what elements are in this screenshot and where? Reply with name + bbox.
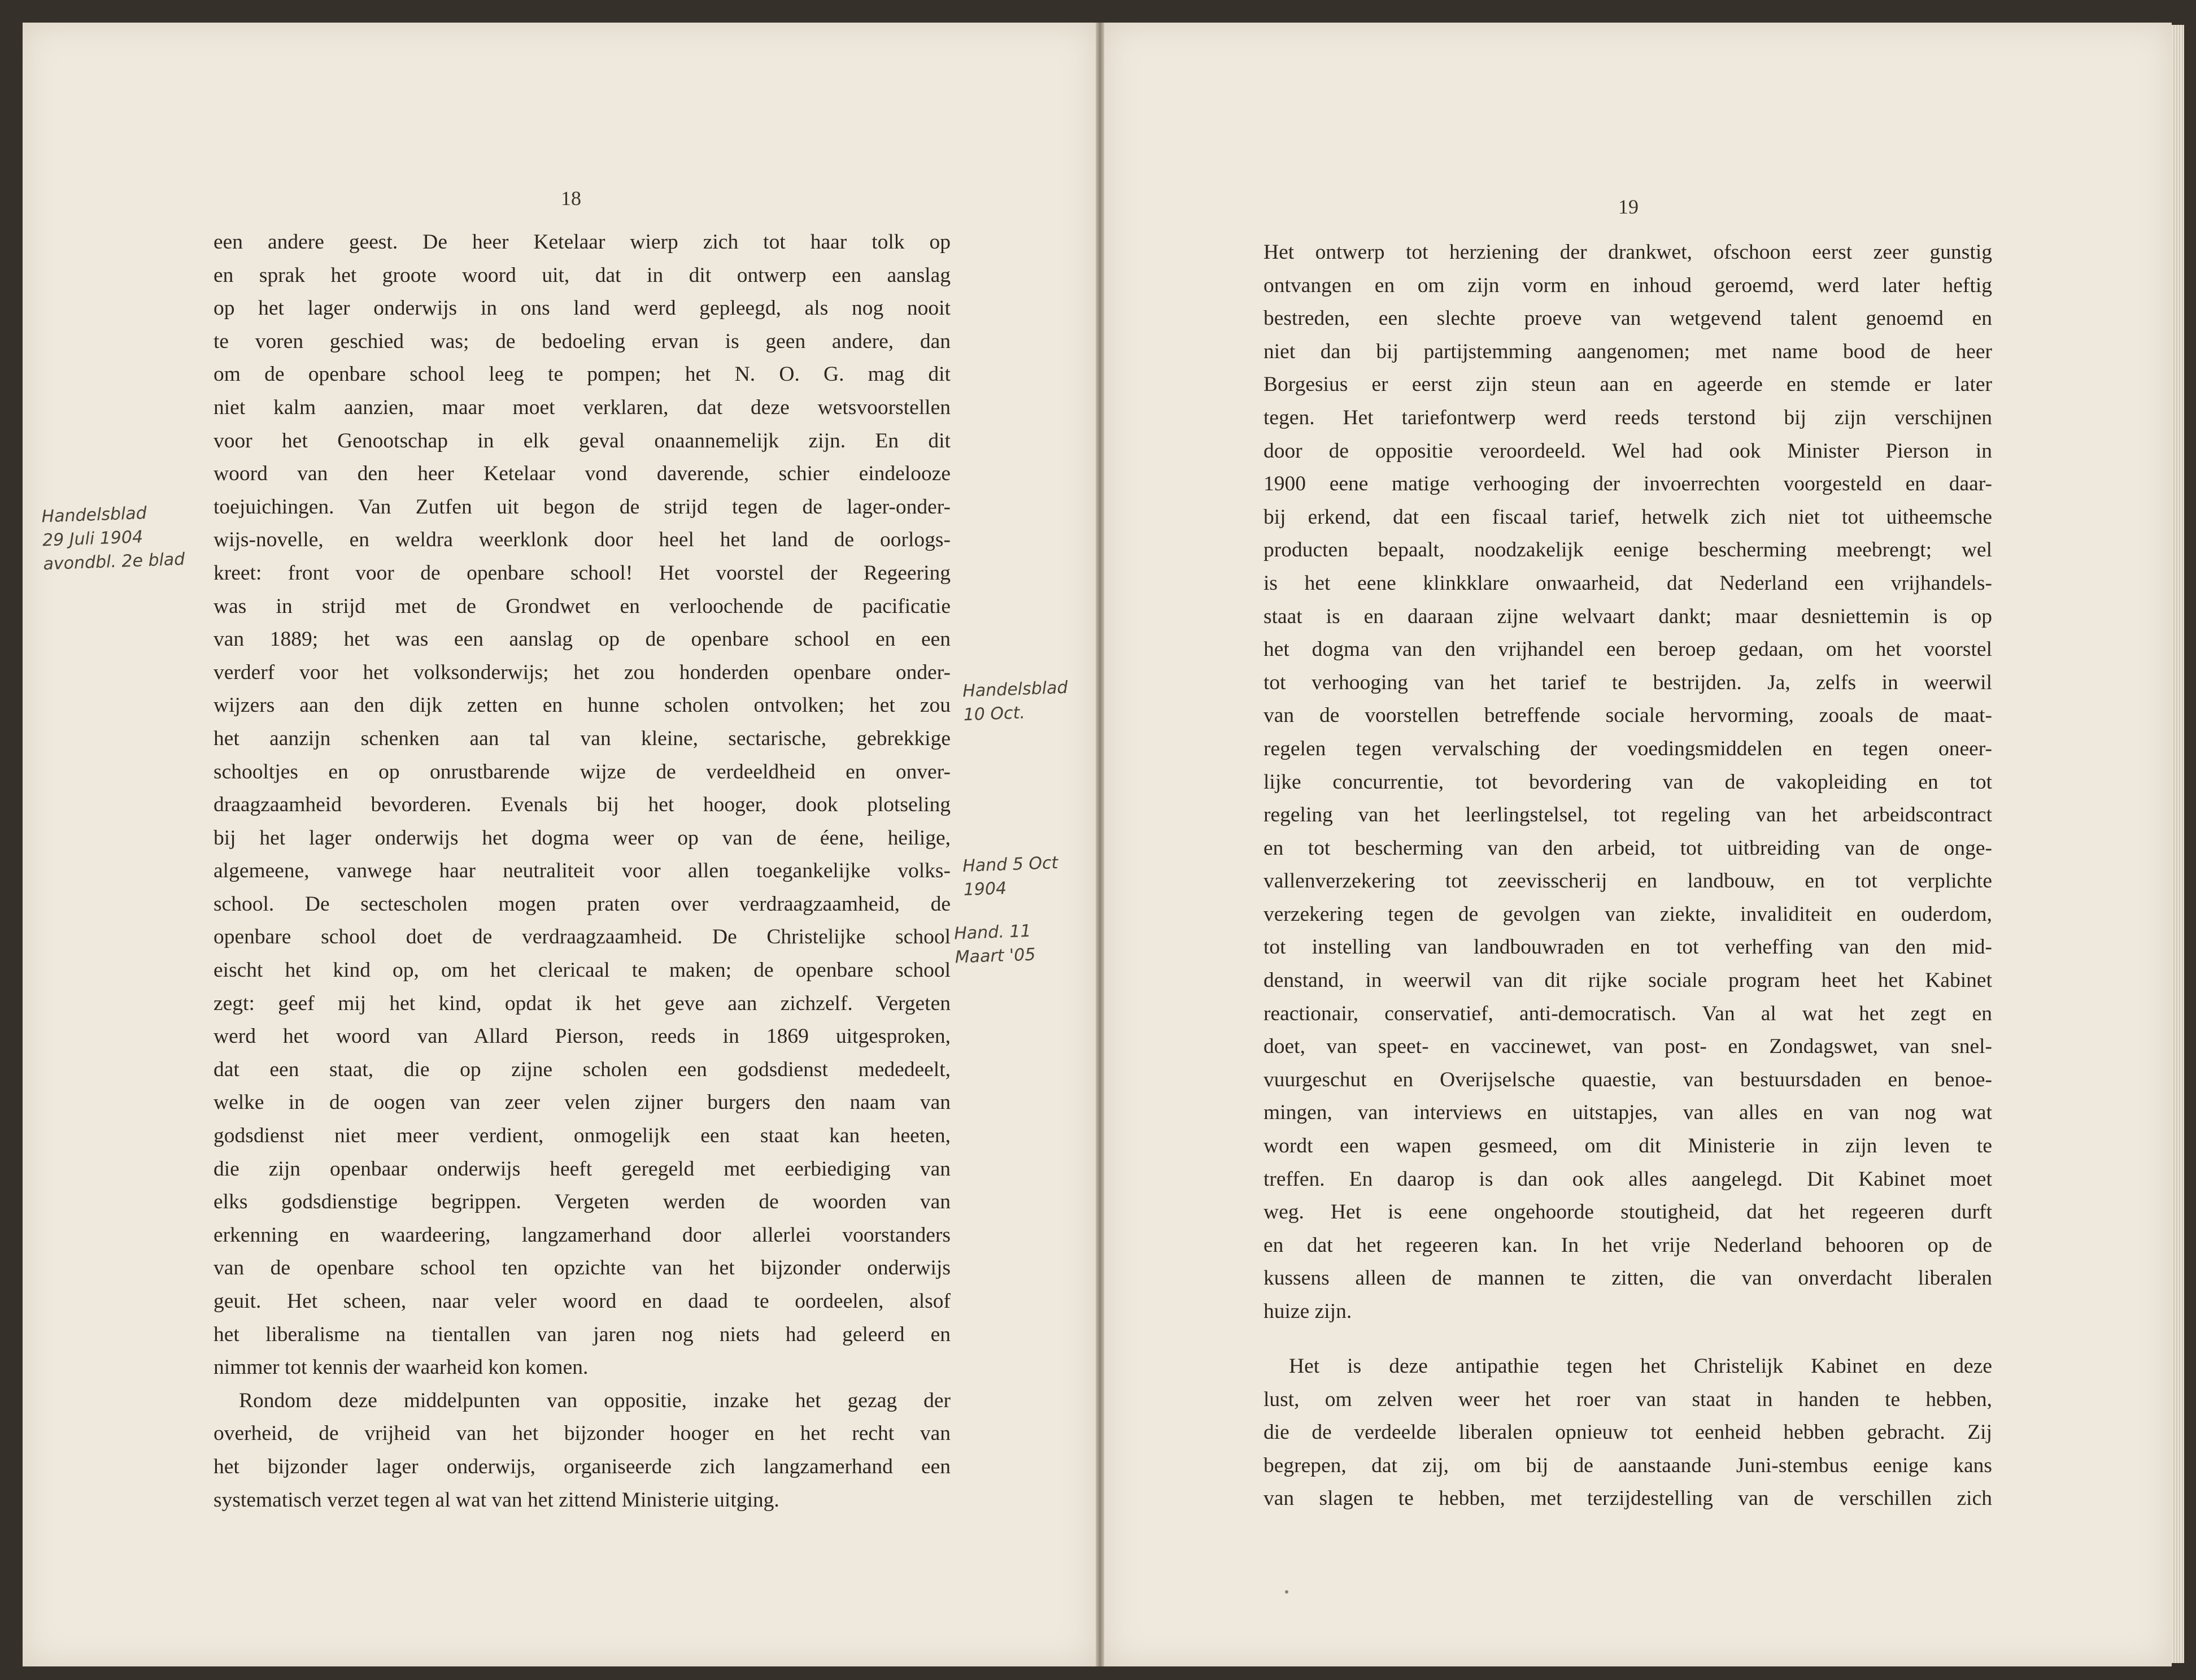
text-line: systematisch verzet tegen al wat van het zittend Ministerie uitging. <box>213 1488 779 1512</box>
text-line: nimmer tot kennis der waarheid kon komen. <box>213 1356 589 1379</box>
text-line: op het lager onderwijs in ons land werd gepleegd, als nog nooit <box>213 297 951 320</box>
text-line: voor het Genootschap in elk geval onaannemelijk zijn. En dit <box>213 429 951 452</box>
text-line: Borgesius er eerst zijn steun aan en ageerde en stemde er later <box>1263 373 1992 397</box>
text-line: was in strijd met de Grondwet en verloochende de pacificatie <box>213 594 951 618</box>
text-line: mingen, van interviews en uitstapjes, van alles en van nog wat <box>1263 1101 1992 1125</box>
text-line: weg. Het is eene ongehoorde stoutigheid, dat het regeeren durft <box>1263 1200 1992 1224</box>
text-line: Het ontwerp tot herziening der drankwet, ofschoon eerst zeer gunstig <box>1263 241 1992 264</box>
text-line: wijs-novelle, en weldra weerklonk door heel het land de oorlogs- <box>213 528 951 552</box>
text-line: verzekering tegen de gevolgen van ziekte, invaliditeit en ouderdom, <box>1263 902 1992 926</box>
margin-note-4-line: Maart '05 <box>955 945 1036 968</box>
text-line: lijke concurrentie, tot bevordering van de vakopleiding en tot <box>1263 770 1992 794</box>
text-line: wijzers aan den dijk zetten en hunne scholen ontvolken; het zou <box>213 694 951 717</box>
text-line: schooltjes en op onrustbarende wijze de verdeeldheid en onver- <box>213 760 951 784</box>
margin-note-1-line: avondbl. 2e blad <box>42 549 185 574</box>
page-number-left: 18 <box>561 187 581 210</box>
text-line: lust, om zelven weer het roer van staat in handen te hebben, <box>1263 1387 1992 1411</box>
book-gutter <box>1096 23 1104 1666</box>
text-line: tot instelling van landbouwraden en tot verheffing van den mid- <box>1263 935 1992 959</box>
text-line: kussens alleen de mannen te zitten, die van onverdacht liberalen <box>1263 1266 1992 1290</box>
text-line: te voren geschied was; de bedoeling ervan is geen andere, dan <box>213 329 951 353</box>
text-line: het liberalisme na tientallen van jaren nog niets had geleerd en <box>213 1322 951 1346</box>
margin-note-1-line: 29 Juli 1904 <box>42 527 143 551</box>
text-line: producten bepaalt, noodzakelijk eenige bescherming meebrengt; wel <box>1263 538 1992 562</box>
text-line: vallenverzekering tot zeevisscherij en landbouw, en tot verplichte <box>1263 869 1992 893</box>
text-line: Het is deze antipathie tegen het Christelijk Kabinet en deze <box>1289 1355 1992 1378</box>
text-line: woord van den heer Ketelaar vond daverende, schier eindelooze <box>213 462 951 486</box>
left-page-body <box>213 226 951 1517</box>
margin-note-2 <box>962 676 1069 727</box>
text-line: vuurgeschut en Overijselsche quaestie, van bestuursdaden en benoe- <box>1263 1068 1992 1091</box>
margin-note-3 <box>962 851 1060 902</box>
text-line: die zijn openbaar onderwijs heeft geregeld met eerbiediging van <box>213 1157 951 1181</box>
text-line: reactionair, conservatief, anti-democratisch. Van al wat het zegt en <box>1263 1002 1992 1025</box>
margin-note-1 <box>41 500 185 577</box>
text-line: eischt het kind op, om het clericaal te maken; de openbare school <box>213 959 951 982</box>
text-line: welke in de oogen van zeer velen zijner burgers den naam van <box>213 1091 951 1115</box>
text-line: en dat het regeeren kan. In het vrije Nederland behooren op de <box>1263 1233 1992 1257</box>
text-line: van de voorstellen betreffende sociale hervorming, zooals de maat- <box>1263 704 1992 728</box>
text-line: doet, van speet- en vaccinewet, van post- en Zondagswet, van snel- <box>1263 1035 1992 1059</box>
text-line: tegen. Het tariefontwerp werd reeds terstond bij zijn verschijnen <box>1263 406 1992 429</box>
text-line: het aanzijn schenken aan tal van kleine, sectarische, gebrekkige <box>213 726 951 750</box>
text-line: staat is en daaraan zijne welvaart dankt; maar desniettemin is op <box>1263 604 1992 628</box>
text-line: bij het lager onderwijs het dogma weer op van de éene, heilige, <box>213 826 951 850</box>
text-line: werd het woord van Allard Pierson, reeds in 1869 uitgesproken, <box>213 1025 951 1048</box>
text-line: denstand, in weerwil van dit rijke sociale program heet het Kabinet <box>1263 969 1992 993</box>
text-line: dat een staat, die op zijne scholen een godsdienst mededeelt, <box>213 1057 951 1081</box>
margin-note-3-line: 1904 <box>963 878 1007 900</box>
text-line: om de openbare school leeg te pompen; het N. O. G. mag dit <box>213 363 951 386</box>
text-line: regelen tegen vervalsching der voedingsmiddelen en tegen oneer- <box>1263 737 1992 760</box>
text-line: door de oppositie veroordeeld. Wel had ook Minister Pierson in <box>1263 439 1992 463</box>
text-line: overheid, de vrijheid van het bijzonder hooger en het recht van <box>213 1422 951 1446</box>
margin-note-3-line: Hand 5 Oct <box>962 853 1058 876</box>
text-line: regeling van het leerlingstelsel, tot regeling van het arbeidscontract <box>1263 803 1992 827</box>
text-line: elks godsdienstige begrippen. Vergeten werden de woorden van <box>213 1190 951 1214</box>
text-line: van slagen te hebben, met terzijdestelling van de verschillen zich <box>1263 1487 1992 1511</box>
text-line: huize zijn. <box>1263 1300 1352 1323</box>
text-line: het dogma van den vrijhandel een beroep gedaan, om het voorstel <box>1263 638 1992 661</box>
right-page-body-2 <box>1263 1350 1992 1516</box>
text-line: bestreden, een slechte proeve van wetgevend talent genoemd en <box>1263 307 1992 330</box>
text-line: algemeene, vanwege haar neutraliteit voor allen toegankelijke volks- <box>213 859 951 883</box>
text-line: zegt: geef mij het kind, opdat ik het geve aan zichzelf. Vergeten <box>213 991 951 1015</box>
text-line: kreet: front voor de openbare school! Het voorstel der Regeering <box>213 561 951 585</box>
text-line: van de openbare school ten opzichte van het bijzonder onderwijs <box>213 1256 951 1280</box>
text-line: en tot bescherming van den arbeid, tot uitbreiding van de onge- <box>1263 836 1992 860</box>
text-line: van 1889; het was een aanslag op de openbare school en een <box>213 628 951 651</box>
page-edges <box>2172 25 2184 1663</box>
text-line: het bijzonder lager onderwijs, organiseerde zich langzamerhand een <box>213 1455 951 1478</box>
margin-note-4-line: Hand. 11 <box>953 921 1032 944</box>
text-line: draagzaamheid bevorderen. Evenals bij het hooger, dook plotseling <box>213 793 951 817</box>
text-line: Rondom deze middelpunten van oppositie, inzake het gezag der <box>239 1389 951 1412</box>
text-line: niet kalm aanzien, maar moet verklaren, dat deze wetsvoorstellen <box>213 395 951 419</box>
text-line: godsdienst niet meer verdient, onmogelijk een staat kan heeten, <box>213 1124 951 1148</box>
text-line: treffen. En daarop is dan ook alles aangelegd. Dit Kabinet moet <box>1263 1167 1992 1191</box>
text-line: toejuichingen. Van Zutfen uit begon de strijd tegen de lager-onder- <box>213 495 951 519</box>
text-line: die de verdeelde liberalen opnieuw tot eenheid hebben gebracht. Zij <box>1263 1421 1992 1444</box>
text-line: een andere geest. De heer Ketelaar wierp zich tot haar tolk op <box>213 230 951 254</box>
text-line: is het eene klinkklare onwaarheid, dat Nederland een vrijhandels- <box>1263 571 1992 595</box>
text-line: geuit. Het scheen, naar veler woord en daad te oordeelen, alsof <box>213 1290 951 1313</box>
right-page-body <box>1263 236 1992 1329</box>
margin-note-2-line: Handelsblad <box>962 677 1069 702</box>
text-line: school. De sectescholen mogen praten over verdraagzaamheid, de <box>213 892 951 916</box>
text-line: ontvangen en om zijn vorm en inhoud geroemd, werd later heftig <box>1263 273 1992 297</box>
text-line: wordt een wapen gesmeed, om dit Ministerie in zijn leven te <box>1263 1134 1992 1158</box>
margin-note-1-line: Handelsblad <box>41 503 147 527</box>
text-line: verderf voor het volksonderwijs; het zou honderden openbare onder- <box>213 660 951 684</box>
text-line: en sprak het groote woord uit, dat in dit ontwerp een aanslag <box>213 263 951 287</box>
text-line: 1900 eene matige verhooging der invoerrechten voorgesteld en daar- <box>1263 472 1992 496</box>
text-line: niet dan bij partijstemming aangenomen; met name bood de heer <box>1263 340 1992 363</box>
ink-speck <box>1285 1590 1288 1594</box>
text-line: begrepen, dat zij, om bij de aanstaande Juni-stembus eenige kans <box>1263 1453 1992 1477</box>
page-number-right: 19 <box>1618 195 1639 218</box>
text-line: tot verhooging van het tarief te bestrijden. Ja, zelfs in weerwil <box>1263 671 1992 694</box>
text-line: bij erkend, dat een fiscaal tarief, hetwelk zich niet tot uitheemsche <box>1263 505 1992 529</box>
margin-note-4 <box>954 920 1036 970</box>
text-line: openbare school doet de verdraagzaamheid. De Christelijke school <box>213 925 951 949</box>
text-line: erkenning en waardeering, langzamerhand door allerlei voorstanders <box>213 1223 951 1247</box>
margin-note-2-line: 10 Oct. <box>963 703 1026 725</box>
